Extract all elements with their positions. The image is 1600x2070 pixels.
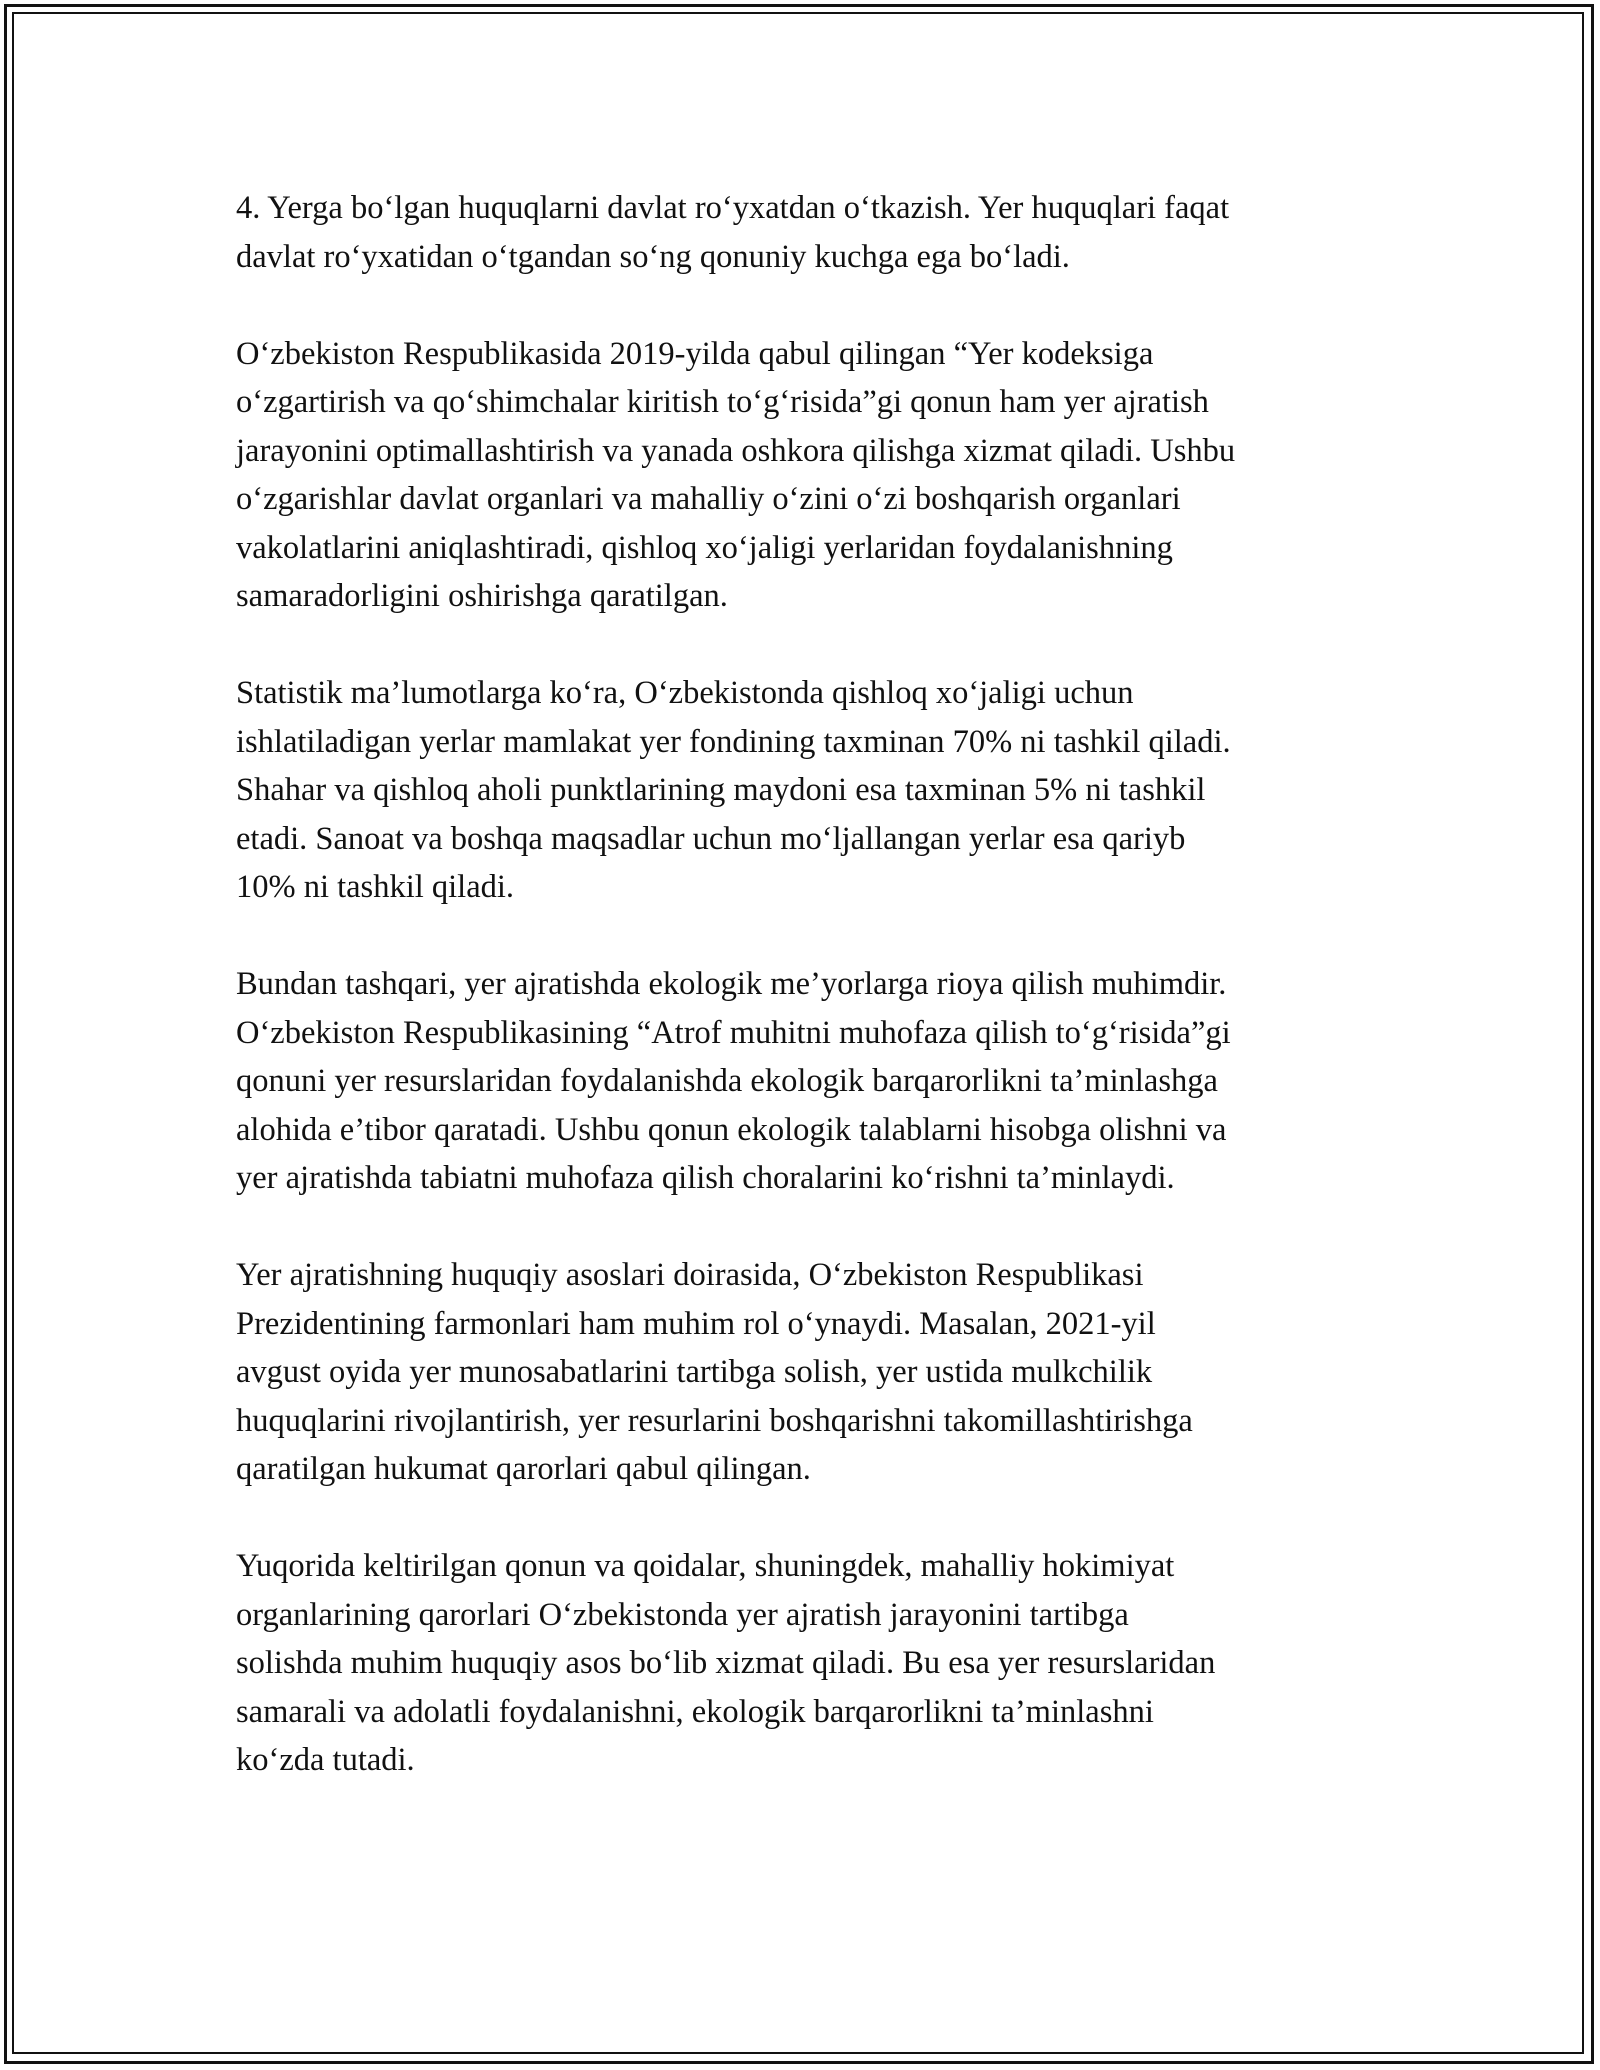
paragraph-land-code-amendments: O‘zbekiston Respublikasida 2019-yilda qabul qilingan “Yer kodeksiga o‘zgartirish va qo‘shimchalar kiritish to‘g‘risida”gi qonun ham yer ajratish jarayonini optimallashtirish va yanada oshkora qilishga xizmat qiladi. Ushbu o‘zgarishlar davlat organlari va mahalliy o‘zini o‘zi boshqarish organlari vakolatlarini aniqlashtiradi, qishloq xo‘jaligi yerlaridan foydalanishning samaradorligini oshirishga qaratilgan. [236, 335, 1236, 614]
paragraph-land-rights-registration: 4. Yerga bo‘lgan huquqlarni davlat ro‘yxatdan o‘tkazish. Yer huquqlari faqat davlat ro‘yxatidan o‘tgandan so‘ng qonuniy kuchga ega bo‘ladi. [236, 190, 1230, 275]
document-body [236, 184, 1386, 1785]
paragraph-presidential-decrees: Yer ajratishning huquqiy asoslari doirasida, O‘zbekiston Respublikasi Prezidentining farmonlari ham muhim rol o‘ynaydi. Masalan, 2021-yil avgust oyida yer munosabatlarini tartibga solish, yer ustida mulkchilik huquqlarini rivojlantirish, yer resurlarini boshqarishni takomillashtirishga qaratilgan hukumat qarorlari qabul qilingan. [236, 1257, 1193, 1487]
paragraph-ecological-norms: Bundan tashqari, yer ajratishda ekologik me’yorlarga rioya qilish muhimdir. O‘zbekiston Respublikasining “Atrof muhitni muhofaza qilish to‘g‘risida”gi qonuni yer resurslaridan foydalanishda ekologik barqarorlikni ta’minlashga alohida e’tibor qaratadi. Ushbu qonun ekologik talablarni hisobga olishni va yer ajratishda tabiatni muhofaza qilish choralarini ko‘rishni ta’minlaydi. [236, 966, 1231, 1196]
paragraph-conclusion: Yuqorida keltirilgan qonun va qoidalar, shuningdek, mahalliy hokimiyat organlarining qarorlari O‘zbekistonda yer ajratish jarayonini tartibga solishda muhim huquqiy asos bo‘lib xizmat qiladi. Bu esa yer resurslaridan samarali va adolatli foydalanishni, ekologik barqarorlikni ta’minlashni ko‘zda tutadi. [236, 1548, 1216, 1778]
paragraph-land-statistics: Statistik ma’lumotlarga ko‘ra, O‘zbekistonda qishloq xo‘jaligi uchun ishlatiladigan yerlar mamlakat yer fondining taxminan 70% ni tashkil qiladi. Shahar va qishloq aholi punktlarining maydoni esa taxminan 5% ni tashkil etadi. Sanoat va boshqa maqsadlar uchun mo‘ljallangan yerlar esa qariyb 10% ni tashkil qiladi. [236, 675, 1231, 905]
